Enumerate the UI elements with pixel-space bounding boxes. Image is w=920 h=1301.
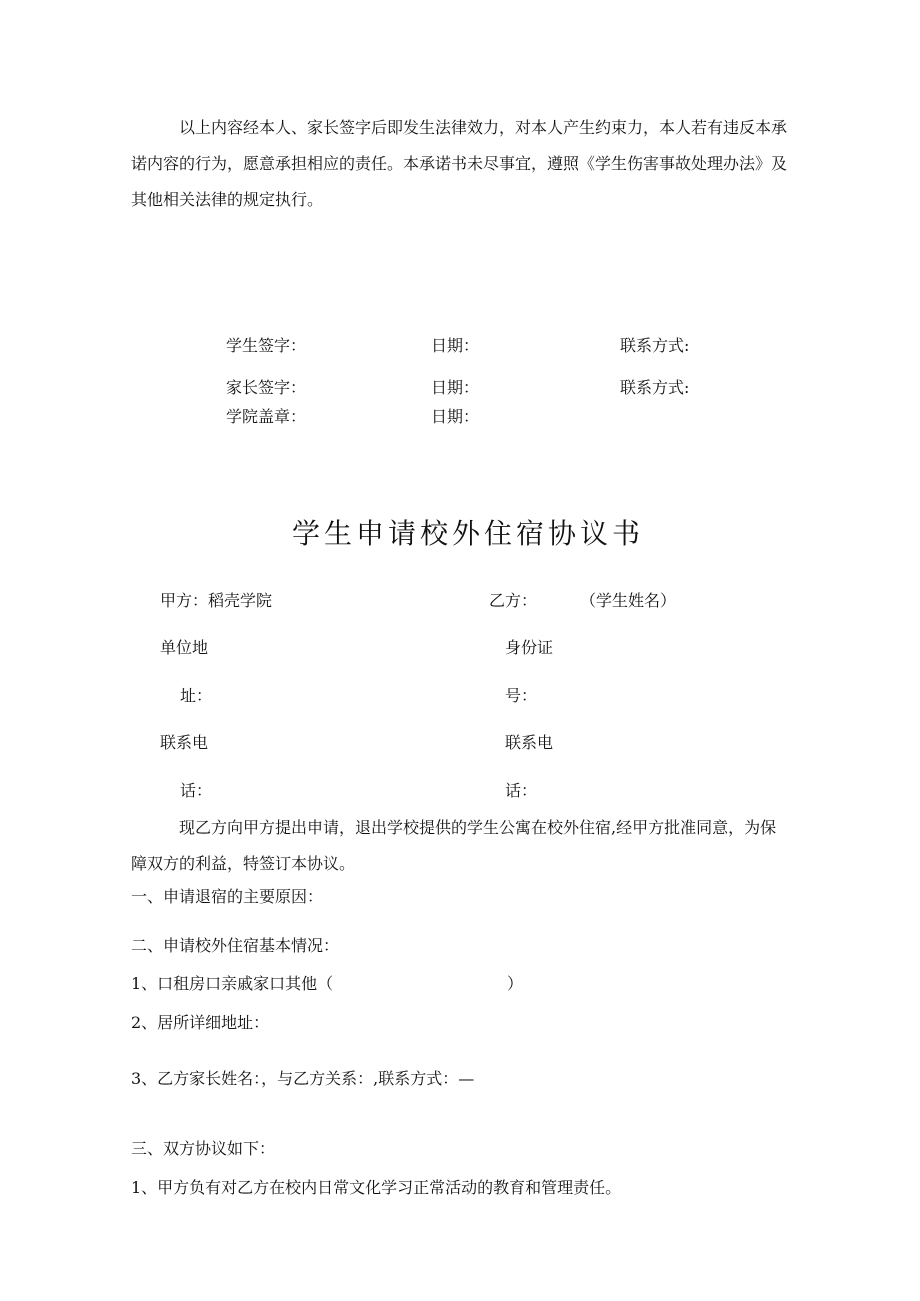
parent-signature-label: 家长签字： xyxy=(226,378,307,397)
phone-label-b-2: 话： xyxy=(505,781,538,800)
college-seal-label: 学院盖章： xyxy=(226,407,307,426)
date-label-3: 日期： xyxy=(431,407,480,426)
student-signature-label: 学生签字： xyxy=(226,336,307,355)
id-number-label-2: 号： xyxy=(505,686,538,705)
unit-address-label-2: 址： xyxy=(180,686,213,705)
item-2-3: 3、乙方家长姓名：，与乙方关系：,联系方式：— xyxy=(131,1069,475,1088)
commitment-paragraph: 以上内容经本人、家长签字后即发生法律效力，对本人产生约束力，本人若有违反本承诺内容的行为，愿意承担相应的责任。本承诺书未尽事宜，遵照《学生伤害事故处理办法》及其他相关法律的规定执行。 xyxy=(131,118,788,209)
item-3-1: 1、甲方负有对乙方在校内日常文化学习正常活动的教育和管理责任。 xyxy=(131,1178,622,1197)
unit-address-label-1: 单位地 xyxy=(160,638,209,657)
phone-label-b-1: 联系电 xyxy=(505,733,554,752)
date-label-1: 日期： xyxy=(431,336,480,355)
phone-label-a-1: 联系电 xyxy=(160,733,209,752)
section-1-heading: 一、申请退宿的主要原因： xyxy=(131,887,324,906)
contact-label-1: 联系方式: xyxy=(620,336,690,355)
section-3-heading: 三、双方协议如下： xyxy=(131,1139,276,1158)
contact-label-2: 联系方式: xyxy=(620,378,690,397)
item-2-1-close: ） xyxy=(507,974,524,993)
id-number-label-1: 身份证 xyxy=(505,638,554,657)
party-b-label: 乙方： xyxy=(489,591,538,610)
item-2-1: 1、口租房口亲戚家口其他（ xyxy=(131,974,334,993)
phone-label-a-2: 话： xyxy=(180,781,213,800)
party-a: 甲方：稻壳学院 xyxy=(160,591,273,610)
item-2-2: 2、居所详细地址： xyxy=(131,1013,270,1032)
student-name-hint: （学生姓名） xyxy=(580,591,677,610)
agreement-title: 学生申请校外住宿协议书 xyxy=(292,517,645,550)
agreement-intro: 现乙方向甲方提出申请，退出学校提供的学生公寓在校外住宿,经甲方批准同意，为保障双方的利益，特签订本协议。 xyxy=(131,818,777,873)
section-2-heading: 二、申请校外住宿基本情况： xyxy=(131,936,340,955)
date-label-2: 日期： xyxy=(431,378,480,397)
